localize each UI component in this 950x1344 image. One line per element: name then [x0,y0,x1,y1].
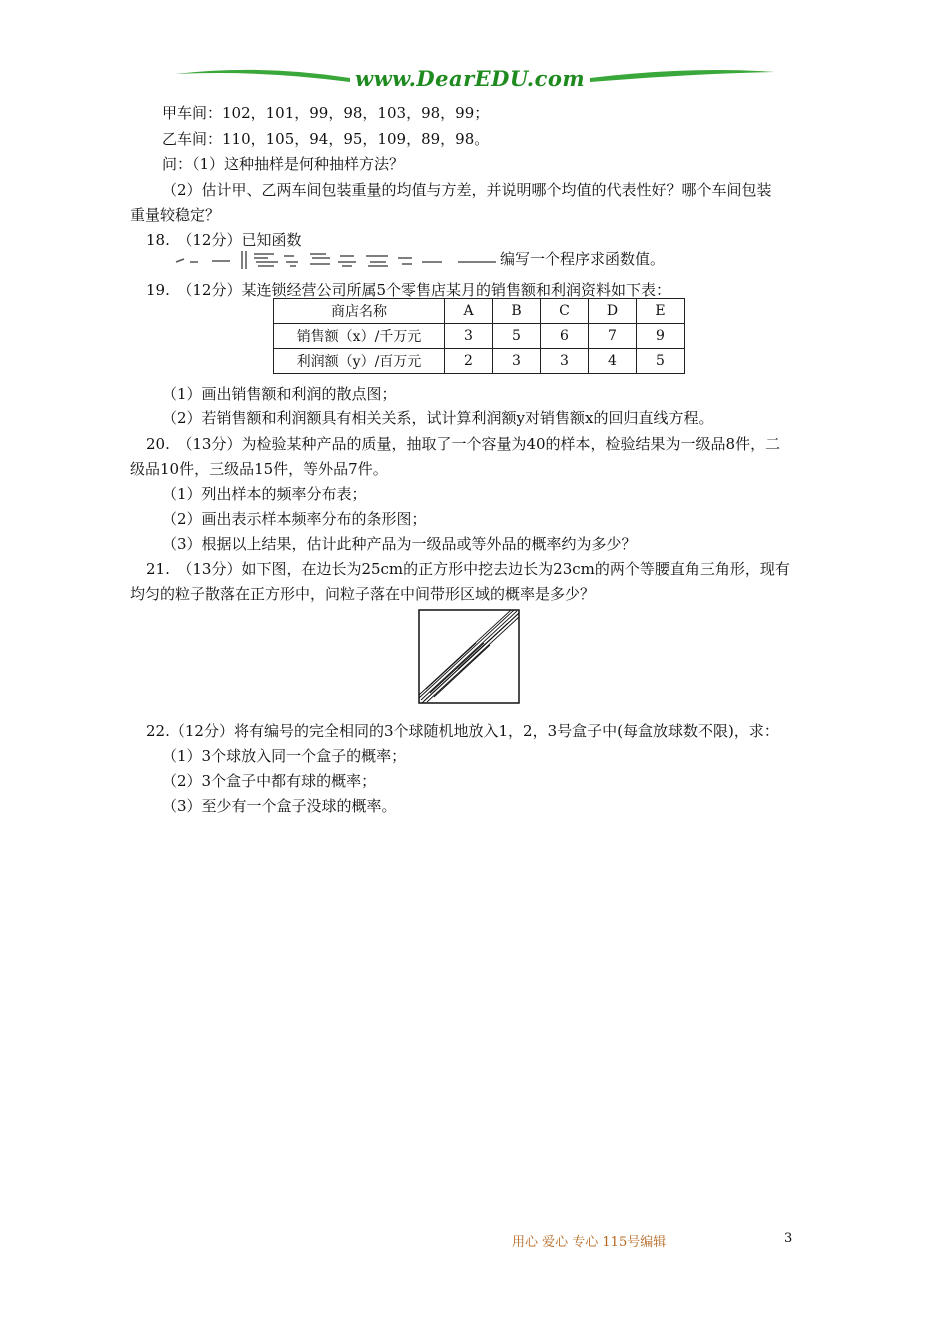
table-cell: 7 [589,324,637,349]
table-cell: 3 [493,349,541,374]
footer-text: 用心 爱心 专心 115号编辑 [512,1235,667,1250]
question-18-cont: 编写一个程序求函数值。 [500,250,666,268]
question-20-cont: 级品10件，三级品15件，等外品7件。 [130,460,388,478]
question-22-part-1: （1）3个球放入同一个盒子的概率； [162,747,407,765]
question-21: 21. （13分）如下图，在边长为25cm的正方形中挖去边长为23cm的两个等腰直角三角形，现有 [146,560,790,578]
question-20-part-1: （1）列出样本的频率分布表； [162,485,367,503]
question-20: 20. （13分）为检验某种产品的质量，抽取了一个容量为40的样本，检验结果为一级品8件，二 [146,435,781,453]
table-cell: 9 [637,324,685,349]
table-cell: 6 [541,324,589,349]
table-cell: 5 [493,324,541,349]
table-cell: 5 [637,349,685,374]
question-20-part-3: （3）根据以上结果，估计此种产品为一级品或等外品的概率约为多少？ [162,535,637,553]
question-19: 19. （12分）某连锁经营公司所属5个零售店某月的销售额和利润资料如下表： [146,281,671,299]
question-19-part-2: （2）若销售额和利润额具有相关关系，试计算利润额y对销售额x的回归直线方程。 [162,409,714,427]
table-cell: 2 [445,349,493,374]
table-row [274,349,685,374]
question-19-part-1: （1）画出销售额和利润的散点图； [162,385,397,403]
site-logo: www.DearEDU.com [355,66,586,91]
table-cell: 3 [445,324,493,349]
text-line: 问：（1）这种抽样是何种抽样方法？ [162,155,405,173]
table-cell: 销售额（x）/千万元 [274,324,445,349]
question-22: 22.（12分）将有编号的完全相同的3个球随机地放入1，2，3号盒子中(每盒放球数不限)，求： [146,722,779,740]
question-22-part-2: （2）3个盒子中都有球的概率； [162,772,377,790]
text-line: 甲车间：102，101，99，98，103，98，99； [162,104,490,122]
function-formula-image [172,248,502,272]
table-row [274,299,685,324]
page-number: 3 [784,1231,793,1246]
text-line: 重量较稳定？ [130,206,221,224]
text-line: 乙车间：110，105，94，95，109，89，98。 [162,130,490,148]
table-cell: 利润额（y）/百万元 [274,349,445,374]
text-line: （2）估计甲、乙两车间包装重量的均值与方差，并说明哪个均值的代表性好？哪个车间包装 [162,181,772,199]
square-band-figure [418,609,520,704]
table-cell: A [445,299,493,324]
sales-profit-table [273,298,685,374]
table-cell: D [589,299,637,324]
table-cell: C [541,299,589,324]
question-21-cont: 均匀的粒子散落在正方形中，问粒子落在中间带形区域的概率是多少？ [130,585,596,603]
question-22-part-3: （3）至少有一个盒子没球的概率。 [162,797,397,815]
question-18: 18. （12分）已知函数 [146,231,302,249]
table-row [274,324,685,349]
table-cell: E [637,299,685,324]
table-cell: 商店名称 [274,299,445,324]
table-cell: 3 [541,349,589,374]
table-cell: 4 [589,349,637,374]
table-cell: B [493,299,541,324]
question-20-part-2: （2）画出表示样本频率分布的条形图； [162,510,427,528]
